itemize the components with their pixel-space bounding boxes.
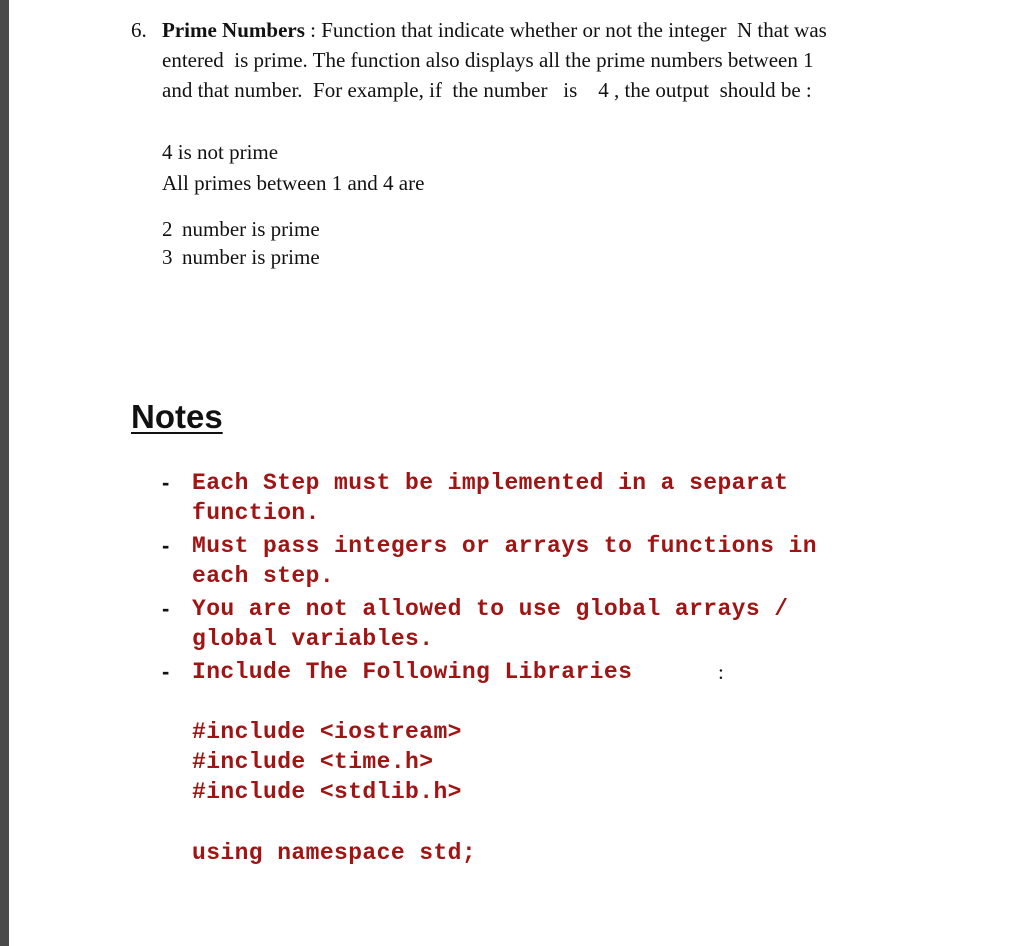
- bullet-dash: -: [162, 470, 170, 495]
- include-line: #include <time.h>: [192, 749, 434, 775]
- note-1-line-2: function.: [192, 500, 320, 526]
- example-output-line-1: 4 is not prime: [162, 140, 279, 164]
- note-1-line-1: Each Step must be implemented in a separat: [192, 470, 789, 496]
- note-2-line-1: Must pass integers or arrays to functions in: [192, 533, 817, 559]
- notes-heading: Notes: [131, 398, 223, 435]
- note-4-line-1: Include The Following Libraries: [192, 659, 633, 685]
- question-line-2: entered is prime. The function also displays all the prime numbers between 1: [162, 48, 814, 72]
- using-namespace-line: using namespace std;: [192, 840, 477, 866]
- bullet-dash: -: [162, 659, 170, 684]
- window-left-edge: [0, 0, 9, 946]
- note-3-line-2: global variables.: [192, 626, 434, 652]
- note-3-line-1: You are not allowed to use global arrays /: [192, 596, 789, 622]
- note-2-line-2: each step.: [192, 563, 335, 589]
- question-number: 6.: [131, 18, 147, 42]
- prime-text: number is prime: [182, 217, 320, 241]
- example-prime-line: [162, 245, 320, 270]
- question-line-3: and that number. For example, if the number is 4 , the output should be :: [162, 78, 812, 102]
- include-line: #include <stdlib.h>: [192, 779, 462, 805]
- include-line: #include <iostream>: [192, 719, 462, 745]
- question-line-1-text: : Function that indicate whether or not the integer N that was: [304, 18, 827, 42]
- prime-text: number is prime: [182, 245, 320, 269]
- example-output-line-2: All primes between 1 and 4 are: [162, 171, 425, 195]
- example-prime-line: [162, 217, 320, 242]
- prime-number: 2: [162, 217, 173, 241]
- prime-number: 3: [162, 245, 173, 269]
- question-title: Prime Numbers: [162, 18, 305, 42]
- question-line-1: [162, 18, 827, 43]
- note-4-colon: :: [718, 660, 724, 684]
- bullet-dash: -: [162, 596, 170, 621]
- bullet-dash: -: [162, 533, 170, 558]
